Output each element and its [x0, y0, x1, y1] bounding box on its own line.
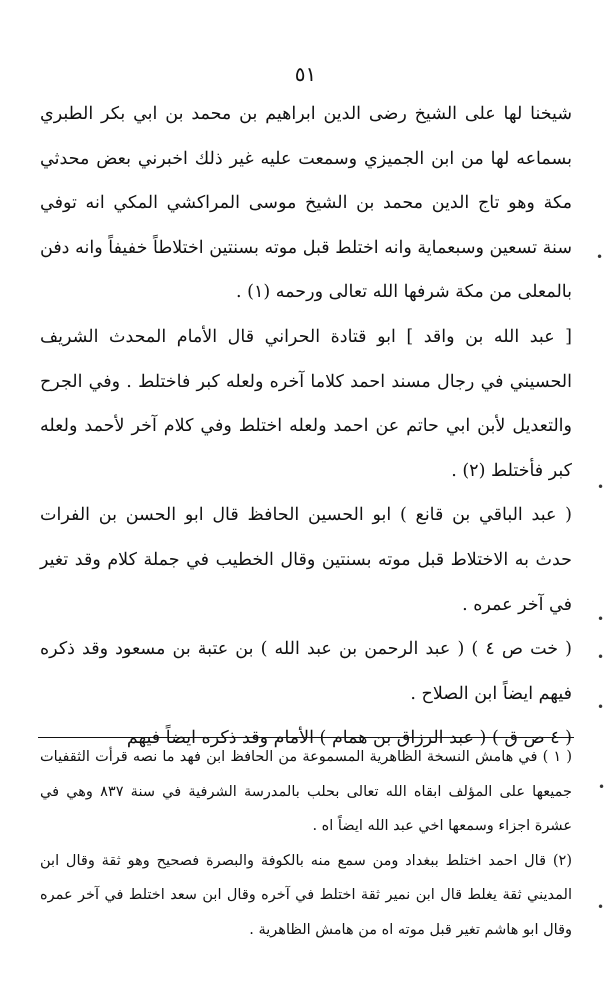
paragraph-abd-al-baqi-bin-qani: ( عبد الباقي بن قانع ) ابو الحسين الحافظ قال ابو الحسن بن الفرات حدث به الاختلاط قبل موته بسنتين وقال الخطيب في جملة كلام وقد تغير في آخر عمره . [40, 505, 572, 615]
paragraph-tabari-entry: شيخنا لها على الشيخ رضى الدين ابراهيم بن محمد بن ابي بكر الطبري بسماعه لها من ابن الجميزي وسمعت عليه غير ذلك اخبرني بعض محدثي مكة وهو تاج الدين محمد بن الشيخ موسى المراكشي المكي انه توفي سنة تسعين وسبعماية وانه اختلط قبل موته بسنتين اختلاطاً خفيفاً وانه دفن بالمعلى من مكة شرفها الله تعالى ورحمه (١) . [40, 104, 572, 303]
footnote-1: ( ١ ) في هامش النسخة الظاهرية المسموعة من الحافظ ابن فهد ما نصه قرأت الثقفيات جميعها على المؤلف ابقاه الله تعالى بحلب بالمدرسة الشرفية في سنة ٨٣٧ وهي في عشرة اجزاء وسمعها اخي عبد الله ايضاً اه . [40, 749, 572, 834]
margin-dot: • [597, 900, 605, 914]
margin-dot: • [597, 650, 605, 664]
footnote-divider [38, 737, 574, 738]
main-text-body [40, 92, 572, 761]
paragraph-abdullah-bin-waqid: [ عبد الله بن واقد ] ابو قتادة الحراني قال الأمام المحدث الشريف الحسيني في رجال مسند احمد كلاما آخره ولعله كبر فاختلط . وفي الجرح والتعديل لأبن ابي حاتم عن احمد ولعله اختلط وفي كلام آخر لأحمد ولعله كبر فأختلط (٢) . [40, 326, 572, 481]
margin-dot: • [596, 250, 604, 264]
page-number: ٥١ [294, 62, 317, 86]
margin-dot: • [598, 780, 606, 794]
footnotes-section [40, 740, 572, 947]
paragraph-abd-al-razzaq-bin-hammam: ( ٤ ص ق ) ( عبد الرزاق بن همام ) الأمام وقد ذكره ايضاً فيهم [126, 728, 572, 749]
margin-dot: • [597, 612, 605, 626]
margin-dot: • [597, 700, 605, 714]
paragraph-abd-al-rahman-bin-abdullah: ( خت ص ٤ ) ( عبد الرحمن بن عبد الله ) بن عتبة بن مسعود وقد ذكره فيهم ايضاً ابن الصلاح . [40, 639, 572, 704]
margin-dot: • [597, 480, 605, 494]
footnote-2: (٢) قال احمد اختلط ببغداد ومن سمع منه بالكوفة والبصرة فصحيح وهو ثقة وقال ابن المديني ثقة يغلط قال ابن نمير ثقة اختلط في آخره وقال ابن سعد اختلط في آخر عمره وقال ابو هاشم تغير قبل موته اه من هامش الظاهرية . [40, 852, 572, 938]
